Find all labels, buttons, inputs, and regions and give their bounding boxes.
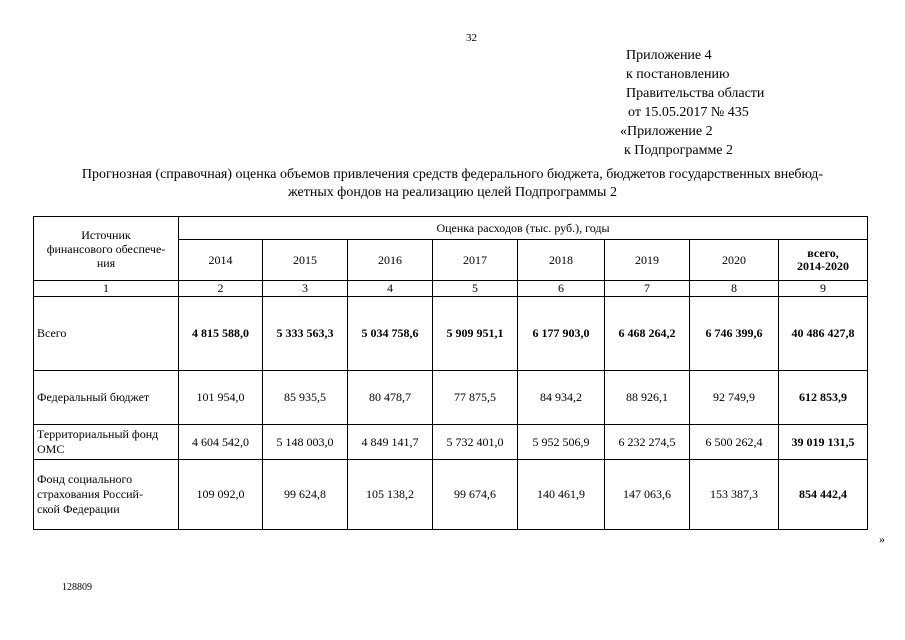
value-cell: 5 952 506,9 <box>518 425 605 460</box>
value-cell: 6 232 274,5 <box>605 425 690 460</box>
value-cell: 105 138,2 <box>348 460 433 530</box>
value-cell: 5 732 401,0 <box>433 425 518 460</box>
year-header: 2016 <box>348 240 433 281</box>
value-cell: 6 468 264,2 <box>605 297 690 371</box>
total-header-line: 2014-2020 <box>797 259 849 273</box>
value-cell: 80 478,7 <box>348 371 433 425</box>
value-cell: 4 604 542,0 <box>179 425 263 460</box>
source-cell <box>34 297 179 371</box>
value-cell: 4 815 588,0 <box>179 297 263 371</box>
source-line: Фонд социального <box>37 472 133 486</box>
value-cell: 99 624,8 <box>263 460 348 530</box>
footer-code: 128809 <box>62 582 92 593</box>
value-cell: 109 092,0 <box>179 460 263 530</box>
value-cell: 4 849 141,7 <box>348 425 433 460</box>
source-line: Федеральный бюджет <box>37 390 150 404</box>
table-row <box>34 371 868 425</box>
closing-quote: » <box>879 532 885 546</box>
value-cell: 5 909 951,1 <box>433 297 518 371</box>
value-cell: 85 935,5 <box>263 371 348 425</box>
source-line: Всего <box>37 326 67 340</box>
table-row <box>34 297 868 371</box>
source-header-line: ния <box>96 255 116 270</box>
value-cell: 101 954,0 <box>179 371 263 425</box>
heading-line: жетных фондов на реализацию целей Подпрограммы 2 <box>288 185 617 200</box>
total-cell: 612 853,9 <box>779 371 868 425</box>
value-cell: 140 461,9 <box>518 460 605 530</box>
value-cell: 77 875,5 <box>433 371 518 425</box>
value-cell: 6 177 903,0 <box>518 297 605 371</box>
column-number: 5 <box>433 281 518 297</box>
value-cell: 5 333 563,3 <box>263 297 348 371</box>
source-cell <box>34 460 179 530</box>
total-cell: 39 019 131,5 <box>779 425 868 460</box>
source-header-line: Источник <box>81 227 131 242</box>
year-header: 2015 <box>263 240 348 281</box>
year-header: 2019 <box>605 240 690 281</box>
total-header <box>779 240 868 281</box>
value-cell: 147 063,6 <box>605 460 690 530</box>
annex-line: к постановлению <box>626 67 730 82</box>
column-number: 3 <box>263 281 348 297</box>
annex-line: к Подпрограмме 2 <box>624 143 734 158</box>
expense-group-header: Оценка расходов (тыс. руб.), годы <box>179 217 868 240</box>
annex-line: Приложение 4 <box>626 48 712 63</box>
total-header-line: всего, <box>807 246 839 260</box>
source-header-line: финансового обеспече- <box>46 241 166 256</box>
column-number: 6 <box>518 281 605 297</box>
value-cell: 5 148 003,0 <box>263 425 348 460</box>
annex-block <box>620 46 764 160</box>
source-cell <box>34 371 179 425</box>
column-number-row <box>34 281 868 297</box>
column-number: 9 <box>779 281 868 297</box>
total-cell: 854 442,4 <box>779 460 868 530</box>
source-line: страхования Россий- <box>37 487 143 501</box>
table-row <box>34 425 868 460</box>
annex-line: «Приложение 2 <box>620 124 713 139</box>
column-number: 4 <box>348 281 433 297</box>
source-cell <box>34 425 179 460</box>
value-cell: 153 387,3 <box>690 460 779 530</box>
column-number: 8 <box>690 281 779 297</box>
page-number: 32 <box>466 32 477 44</box>
total-cell: 40 486 427,8 <box>779 297 868 371</box>
document-heading <box>40 166 865 202</box>
budget-table <box>33 216 868 530</box>
source-line: Территориальный фонд <box>37 427 159 441</box>
heading-line: Прогнозная (справочная) оценка объемов привлечения средств федерального бюджета, бюджетов государственных внебюд- <box>81 167 824 182</box>
value-cell: 99 674,6 <box>433 460 518 530</box>
source-line: ской Федерации <box>37 502 120 516</box>
year-header: 2020 <box>690 240 779 281</box>
value-cell: 84 934,2 <box>518 371 605 425</box>
value-cell: 88 926,1 <box>605 371 690 425</box>
column-number: 1 <box>34 281 179 297</box>
annex-line: от 15.05.2017 № 435 <box>628 105 749 120</box>
header-row <box>34 217 868 240</box>
value-cell: 92 749,9 <box>690 371 779 425</box>
year-header: 2017 <box>433 240 518 281</box>
value-cell: 6 746 399,6 <box>690 297 779 371</box>
value-cell: 6 500 262,4 <box>690 425 779 460</box>
source-line: ОМС <box>37 442 65 456</box>
column-number: 7 <box>605 281 690 297</box>
value-cell: 5 034 758,6 <box>348 297 433 371</box>
table-row <box>34 460 868 530</box>
column-number: 2 <box>179 281 263 297</box>
year-header: 2014 <box>179 240 263 281</box>
source-header <box>34 217 179 281</box>
annex-line: Правительства области <box>626 86 765 101</box>
year-header: 2018 <box>518 240 605 281</box>
